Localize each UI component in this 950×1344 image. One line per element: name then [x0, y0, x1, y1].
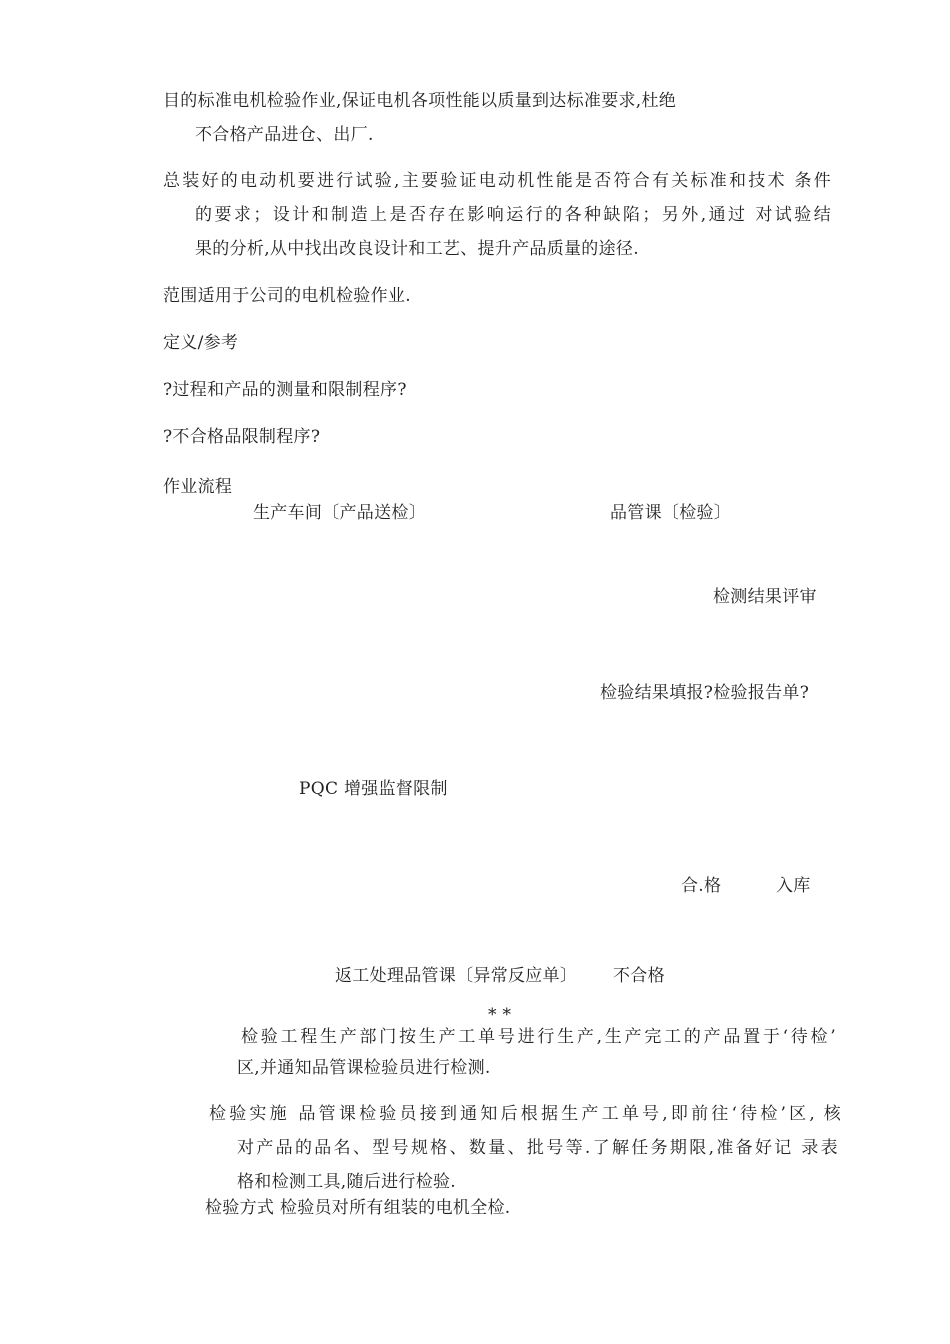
- purpose-line-1: 目的标准电机检验作业,保证电机各项性能以质量到达标准要求,杜绝: [163, 91, 677, 111]
- flow-qc-column: 品管课〔检验〕: [610, 503, 732, 523]
- impl-line-3: 格和检测工具,随后进行检验.: [237, 1172, 457, 1192]
- purpose-line-2: 不合格产品进仓、出厂.: [195, 125, 374, 145]
- flow-pqc: PQC 增强监督限制: [299, 779, 448, 799]
- project-line-1: 检验工程生产部门按生产工单号进行生产,生产完工的产品置于‘待检’: [241, 1027, 836, 1047]
- flow-pass: 合.格: [681, 876, 722, 896]
- overview-line-1: 总装好的电动机要进行试验,主要验证电动机性能是否符合有关标准和技术 条件: [163, 171, 831, 191]
- flow-workshop-column: 生产车间〔产品送检〕: [253, 503, 426, 523]
- reference-item-1: ?过程和产品的测量和限制程序?: [163, 380, 407, 400]
- flow-fill-report: 检验结果填报?检验报告单?: [600, 683, 810, 703]
- overview-line-3: 果的分析,从中找出改良设计和工艺、提升产品质量的途径.: [195, 239, 639, 259]
- flow-fail: 不合格: [613, 966, 665, 986]
- flow-heading: 作业流程: [163, 477, 233, 497]
- method-text: 检验方式 检验员对所有组装的电机全检.: [205, 1198, 511, 1218]
- reference-item-2: ?不合格品限制程序?: [163, 427, 321, 447]
- impl-line-2: 对产品的品名、型号规格、数量、批号等.了解任务期限,准备好记 录表: [237, 1138, 838, 1158]
- flow-review: 检测结果评审: [713, 587, 817, 607]
- overview-line-2: 的要求；设计和制造上是否存在影响运行的各种缺陷；另外,通过 对试验结: [195, 205, 831, 225]
- impl-line-1: 检验实施 品管课检验员接到通知后根据生产工单号,即前往‘待检’区, 核: [209, 1104, 841, 1124]
- scope-text: 范围适用于公司的电机检验作业.: [163, 286, 411, 306]
- flow-marks: * *: [488, 1005, 512, 1025]
- flow-warehouse: 入库: [776, 876, 811, 896]
- flow-rework: 返工处理品管课〔异常反应单〕: [335, 966, 578, 986]
- definitions-heading: 定义/参考: [163, 333, 239, 353]
- project-line-2: 区,并通知品管课检验员进行检测.: [237, 1058, 491, 1078]
